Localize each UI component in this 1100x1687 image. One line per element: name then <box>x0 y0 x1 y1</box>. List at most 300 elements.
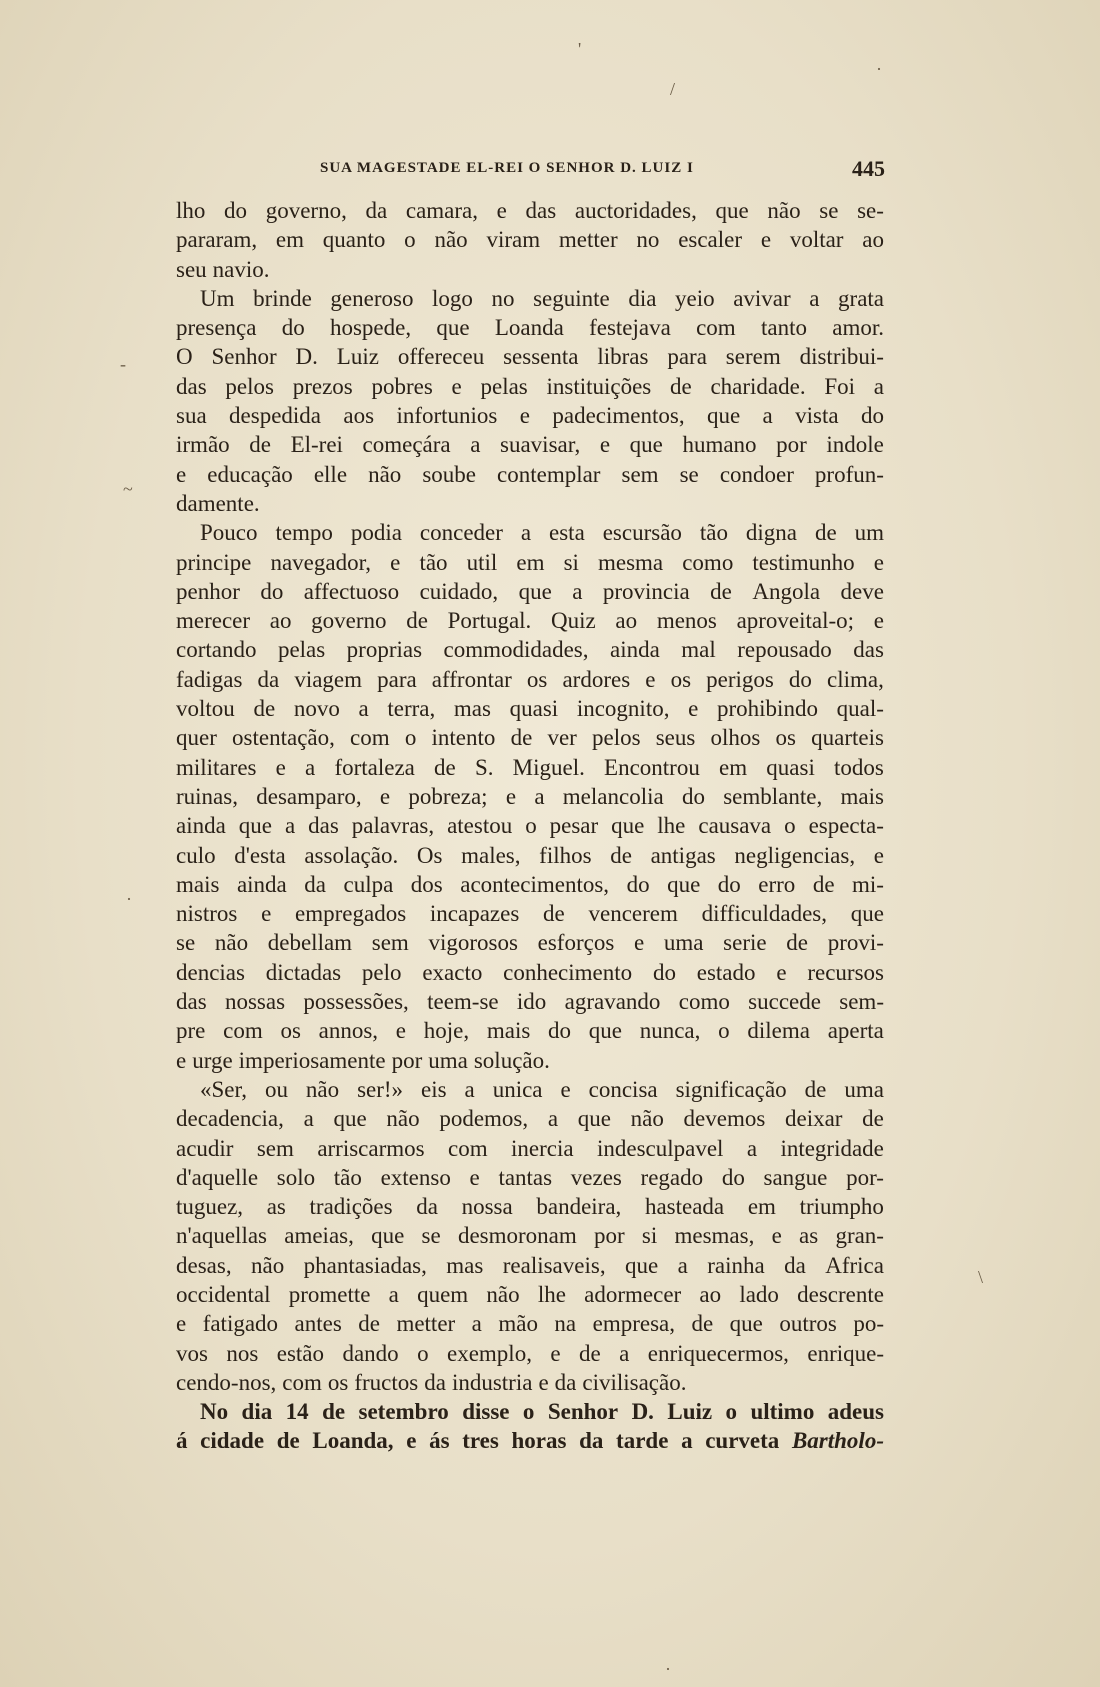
word: e <box>633 930 645 956</box>
word: dilema <box>747 1018 810 1044</box>
word: dos <box>410 871 443 897</box>
text-line <box>176 635 884 664</box>
word: curveta <box>705 1428 780 1454</box>
word: de <box>786 930 808 956</box>
word: clima, <box>827 666 884 692</box>
word: a <box>619 1340 630 1366</box>
word: extenso <box>380 1164 451 1190</box>
word: empresa, <box>592 1311 675 1337</box>
word: não <box>250 1252 285 1278</box>
text-line <box>176 518 884 547</box>
word: adeus <box>827 1399 884 1425</box>
word: deixar <box>784 1106 843 1132</box>
word: e <box>873 608 884 634</box>
word: por <box>594 1223 625 1249</box>
word: difficuldades, <box>701 901 828 927</box>
word: commodidades, <box>443 637 589 663</box>
word: da <box>579 1428 604 1454</box>
word: enrique- <box>807 1340 884 1366</box>
word: o <box>404 725 417 751</box>
word: escursão <box>602 520 682 546</box>
word: charidade. <box>710 373 806 399</box>
text-line <box>176 1426 884 1455</box>
word: Quiz <box>551 608 596 634</box>
word: prohibindo <box>717 696 818 722</box>
word: conceder <box>419 520 503 546</box>
word: do <box>721 1164 745 1190</box>
word: tão <box>333 1164 362 1190</box>
word: e <box>406 1428 417 1454</box>
word: o <box>718 1018 730 1044</box>
word: ameias, <box>284 1223 354 1249</box>
word: de <box>358 1311 380 1337</box>
word: Senhor <box>211 344 277 370</box>
word: quarteis <box>811 725 884 751</box>
text-line <box>176 548 884 577</box>
word: suavisar, <box>500 432 581 458</box>
word: que <box>577 1106 611 1132</box>
word: que <box>629 432 663 458</box>
word: horas <box>511 1428 567 1454</box>
word: uma <box>663 930 704 956</box>
text-line <box>176 928 884 957</box>
word: Africa <box>825 1252 884 1278</box>
text-line <box>176 342 884 371</box>
word: se <box>176 930 196 956</box>
word: navegador, <box>270 549 372 575</box>
word: e <box>599 432 611 458</box>
word: descrente <box>797 1281 884 1307</box>
word: que <box>588 1018 622 1044</box>
ink-speck: · <box>665 1659 671 1679</box>
word: mais <box>840 783 884 809</box>
word: annos, <box>318 1018 379 1044</box>
text-line <box>176 723 884 752</box>
word: Os <box>416 842 443 868</box>
word: fructos <box>354 1369 419 1395</box>
word: proprias <box>346 637 423 663</box>
word: do <box>717 871 741 897</box>
running-head: SUA MAGESTADE EL-REI O SENHOR D. LUIZ I <box>320 160 694 176</box>
word: com <box>223 1018 263 1044</box>
word: industria <box>451 1369 533 1395</box>
word: gran- <box>835 1223 884 1249</box>
word: desas, <box>176 1252 232 1278</box>
word: que <box>667 871 701 897</box>
word: «Ser, <box>200 1076 247 1102</box>
word: acontecimentos, <box>460 871 610 897</box>
word: outros <box>779 1311 837 1337</box>
word: e <box>379 783 391 809</box>
word: das <box>176 989 207 1015</box>
word: decadencia, <box>176 1106 284 1132</box>
word: podia <box>350 520 402 546</box>
word: pelas <box>277 637 326 663</box>
word: imperiosamente <box>238 1047 386 1073</box>
word: si <box>641 1223 658 1249</box>
page-number: 445 <box>852 156 885 181</box>
word: triumpho <box>799 1194 884 1220</box>
word: irmão <box>176 432 230 458</box>
word: devemos <box>683 1106 766 1132</box>
word: viram <box>486 227 541 253</box>
word: Luiz <box>667 1399 713 1425</box>
word: rainha <box>707 1252 765 1278</box>
word: que <box>333 1106 367 1132</box>
word: uma <box>844 1076 884 1102</box>
word: mesma <box>597 549 664 575</box>
word: todos <box>834 754 884 780</box>
text-line <box>176 694 884 723</box>
word: podemos, <box>439 1106 529 1132</box>
text-line <box>176 489 884 518</box>
word: pre <box>176 1018 206 1044</box>
word: a <box>358 696 369 722</box>
word: semblante, <box>723 783 823 809</box>
word: e <box>451 373 462 399</box>
word: a <box>388 1281 399 1307</box>
word: em <box>719 754 748 780</box>
word: o <box>525 813 537 839</box>
word: cidade <box>200 1428 265 1454</box>
word: estão <box>276 1340 325 1366</box>
word: inercia <box>511 1135 574 1161</box>
word: a <box>470 432 481 458</box>
word: da <box>784 1252 806 1278</box>
word: cendo-nos, <box>176 1369 277 1395</box>
word: e <box>760 227 772 253</box>
word: principe <box>176 549 252 575</box>
word: do <box>224 198 248 223</box>
word: ostentação, <box>232 725 335 751</box>
text-line <box>176 665 884 694</box>
word: do <box>626 871 650 897</box>
word: de <box>862 1106 884 1132</box>
page-header <box>320 156 885 184</box>
word: e <box>176 461 187 487</box>
word: S. <box>474 754 494 780</box>
word: concisa <box>588 1076 658 1102</box>
word: grata <box>838 285 884 311</box>
word: dictadas <box>265 959 342 985</box>
word: o <box>404 227 416 253</box>
text-line <box>176 987 884 1016</box>
word: esforços <box>537 930 615 956</box>
word: da <box>554 1369 577 1395</box>
word: a <box>305 754 316 780</box>
word: penhor <box>176 578 240 604</box>
word: a <box>762 403 773 429</box>
word: logo <box>432 285 473 311</box>
word: auctoridades, <box>574 198 697 223</box>
word: recursos <box>807 959 884 985</box>
word: nunca, <box>639 1018 701 1044</box>
word: de <box>691 1311 714 1337</box>
text-line <box>176 313 884 342</box>
word: de <box>322 1399 346 1425</box>
word: brinde <box>253 285 312 311</box>
word: succede <box>748 989 821 1015</box>
word: lhe <box>537 1281 566 1307</box>
word: ainda <box>176 813 226 839</box>
word: e <box>538 1369 549 1395</box>
word: provincia <box>602 578 690 604</box>
word: distribui- <box>799 344 884 370</box>
word: offereceu <box>397 344 485 370</box>
word: assolação. <box>304 842 399 868</box>
word: d'aquelle <box>176 1164 259 1190</box>
word: possessões, <box>303 989 409 1015</box>
word: voltou <box>176 696 235 722</box>
word: Encontrou <box>604 754 700 780</box>
word: mão <box>498 1311 538 1337</box>
word: testimunho <box>752 549 855 575</box>
word: metter <box>396 1311 456 1337</box>
word: eis <box>421 1076 447 1102</box>
word: profun- <box>814 461 884 487</box>
word: por <box>776 432 807 458</box>
word: fadigas <box>176 666 243 692</box>
text-line <box>176 372 884 401</box>
word: fortaleza <box>334 754 415 780</box>
word: os <box>280 1018 301 1044</box>
ink-speck: - <box>120 354 126 374</box>
word: despedida <box>229 403 322 429</box>
word: Loanda, <box>312 1428 394 1454</box>
word: pobres <box>371 373 433 399</box>
word: aos <box>343 403 375 429</box>
word: para <box>667 344 707 370</box>
word: hoje, <box>423 1018 470 1044</box>
word: que <box>611 813 645 839</box>
word: tempo <box>275 520 333 546</box>
word: aproveital-o; <box>736 608 855 634</box>
word: mas <box>453 696 491 722</box>
text-line <box>176 1163 884 1192</box>
word: de <box>814 520 837 546</box>
word: vezes <box>570 1164 622 1190</box>
word: tuguez, <box>176 1194 244 1220</box>
word: não <box>767 198 801 223</box>
word: de <box>812 871 835 897</box>
word: vigorosos <box>428 930 518 956</box>
word: educação <box>207 461 293 487</box>
word: uma <box>428 1047 468 1073</box>
text-line <box>176 1368 884 1397</box>
text-line <box>176 1016 884 1045</box>
word: promette <box>288 1281 371 1307</box>
word: das <box>525 198 557 223</box>
word: que <box>436 315 470 341</box>
word: por <box>391 1047 423 1073</box>
word: ainda <box>609 637 660 663</box>
word: os <box>327 1369 349 1395</box>
word: se- <box>857 198 884 223</box>
word: da <box>416 1194 438 1220</box>
word: um <box>854 520 884 546</box>
word: civilisação. <box>582 1369 687 1395</box>
text-line <box>176 284 884 313</box>
text-line <box>176 1251 884 1280</box>
word: das <box>308 813 339 839</box>
ink-speck: \ <box>978 1267 984 1287</box>
word: util <box>466 549 498 575</box>
word: adormecer <box>584 1281 682 1307</box>
text-line <box>176 606 884 635</box>
word: o <box>522 1399 535 1425</box>
word: do <box>548 1018 572 1044</box>
word: intento <box>431 725 496 751</box>
word: as <box>799 1223 819 1249</box>
word: não <box>434 227 468 253</box>
word: os <box>526 666 548 692</box>
body-text <box>176 196 884 1456</box>
word: negligencias, <box>734 842 856 868</box>
word: vos <box>176 1340 208 1366</box>
word: indesculpavel <box>596 1135 724 1161</box>
word: perigos <box>706 666 774 692</box>
word: que <box>624 1252 659 1278</box>
word: dia <box>241 1399 273 1425</box>
word: agravando <box>564 989 661 1015</box>
word: causava <box>698 813 772 839</box>
word: ás <box>429 1428 450 1454</box>
word: Pouco <box>200 520 258 546</box>
word: a <box>284 813 296 839</box>
word: não <box>630 1106 664 1132</box>
word: d'esta <box>234 842 286 868</box>
word: melancolia <box>562 783 664 809</box>
word: tantas <box>498 1164 553 1190</box>
word: realisaveis, <box>502 1252 606 1278</box>
word: solução. <box>473 1047 550 1073</box>
word: e <box>771 1223 782 1249</box>
word: digna <box>745 520 797 546</box>
word: quasi <box>509 696 559 722</box>
word: pelo <box>361 959 402 985</box>
word: que <box>518 578 552 604</box>
word: quanto <box>322 227 386 253</box>
word: O <box>176 344 193 370</box>
word: novo <box>293 696 340 722</box>
word: a <box>520 520 532 546</box>
word-italic: Bartholo- <box>791 1428 884 1454</box>
word: culpa <box>343 871 394 897</box>
word: tão <box>699 520 728 546</box>
word: se <box>679 461 699 487</box>
word: desamparo, <box>256 783 362 809</box>
word: esta <box>549 520 585 546</box>
word: e <box>275 754 286 780</box>
word: sua <box>176 403 207 429</box>
word: serem <box>725 344 781 370</box>
text-line <box>176 841 884 870</box>
word: arriscarmos <box>317 1135 425 1161</box>
ink-speck: ~ <box>123 479 133 499</box>
word: e <box>873 549 884 575</box>
word: se <box>421 1223 441 1249</box>
text-line <box>176 1075 884 1104</box>
word: ao <box>615 608 638 634</box>
word: olhos <box>710 725 761 751</box>
word: mi- <box>852 871 884 897</box>
text-line <box>176 225 884 254</box>
word: que <box>850 901 884 927</box>
word: integridade <box>780 1135 884 1161</box>
word: mais <box>176 871 220 897</box>
word: em <box>275 227 304 253</box>
word: os <box>775 725 796 751</box>
word: e <box>390 549 401 575</box>
word: com <box>448 1135 488 1161</box>
word: soube <box>422 461 476 487</box>
word: de <box>579 1340 601 1366</box>
word: como <box>678 989 730 1015</box>
word: de <box>249 432 271 458</box>
ink-speck: · <box>876 59 882 79</box>
word: e <box>496 198 507 223</box>
word: da <box>304 871 326 897</box>
text-line <box>176 1221 884 1250</box>
word: 14 <box>285 1399 309 1425</box>
word: significação <box>675 1076 787 1102</box>
word: e <box>560 1076 571 1102</box>
word: terra, <box>387 696 436 722</box>
word: palavras, <box>351 813 435 839</box>
word: camara, <box>405 198 478 223</box>
text-line <box>176 899 884 928</box>
word: libras <box>597 344 649 370</box>
text-line <box>176 460 884 489</box>
word: governo, <box>265 198 347 223</box>
word: que <box>706 403 741 429</box>
word: quer <box>176 725 217 751</box>
word: do <box>860 403 884 429</box>
word: menos <box>656 608 717 634</box>
word: antes <box>294 1311 342 1337</box>
word: amor. <box>832 315 884 341</box>
word: em <box>747 1194 776 1220</box>
word: Um <box>200 285 235 311</box>
word: hospede, <box>329 315 412 341</box>
word: nossa <box>461 1194 513 1220</box>
word: exacto <box>422 959 483 985</box>
word: acudir <box>176 1135 234 1161</box>
word: contemplar <box>497 461 601 487</box>
word: filhos <box>539 842 592 868</box>
word: quasi <box>766 754 815 780</box>
word: po- <box>853 1311 884 1337</box>
word: escaler <box>678 227 743 253</box>
word: aperta <box>827 1018 884 1044</box>
word: affectuoso <box>303 578 400 604</box>
word: de <box>406 608 428 634</box>
word: do <box>681 783 705 809</box>
word: a <box>746 1135 758 1161</box>
word: pobreza; <box>408 783 488 809</box>
word: tão <box>419 549 448 575</box>
word: incapazes <box>429 901 520 927</box>
word: a <box>677 1252 688 1278</box>
word: a <box>681 1428 693 1454</box>
text-line <box>176 1046 884 1075</box>
word: Foi <box>824 373 856 399</box>
word: pararam, <box>176 227 258 253</box>
word: o <box>784 813 796 839</box>
word: seu <box>176 256 207 282</box>
word: não <box>486 1281 520 1307</box>
word: a <box>303 1106 314 1132</box>
